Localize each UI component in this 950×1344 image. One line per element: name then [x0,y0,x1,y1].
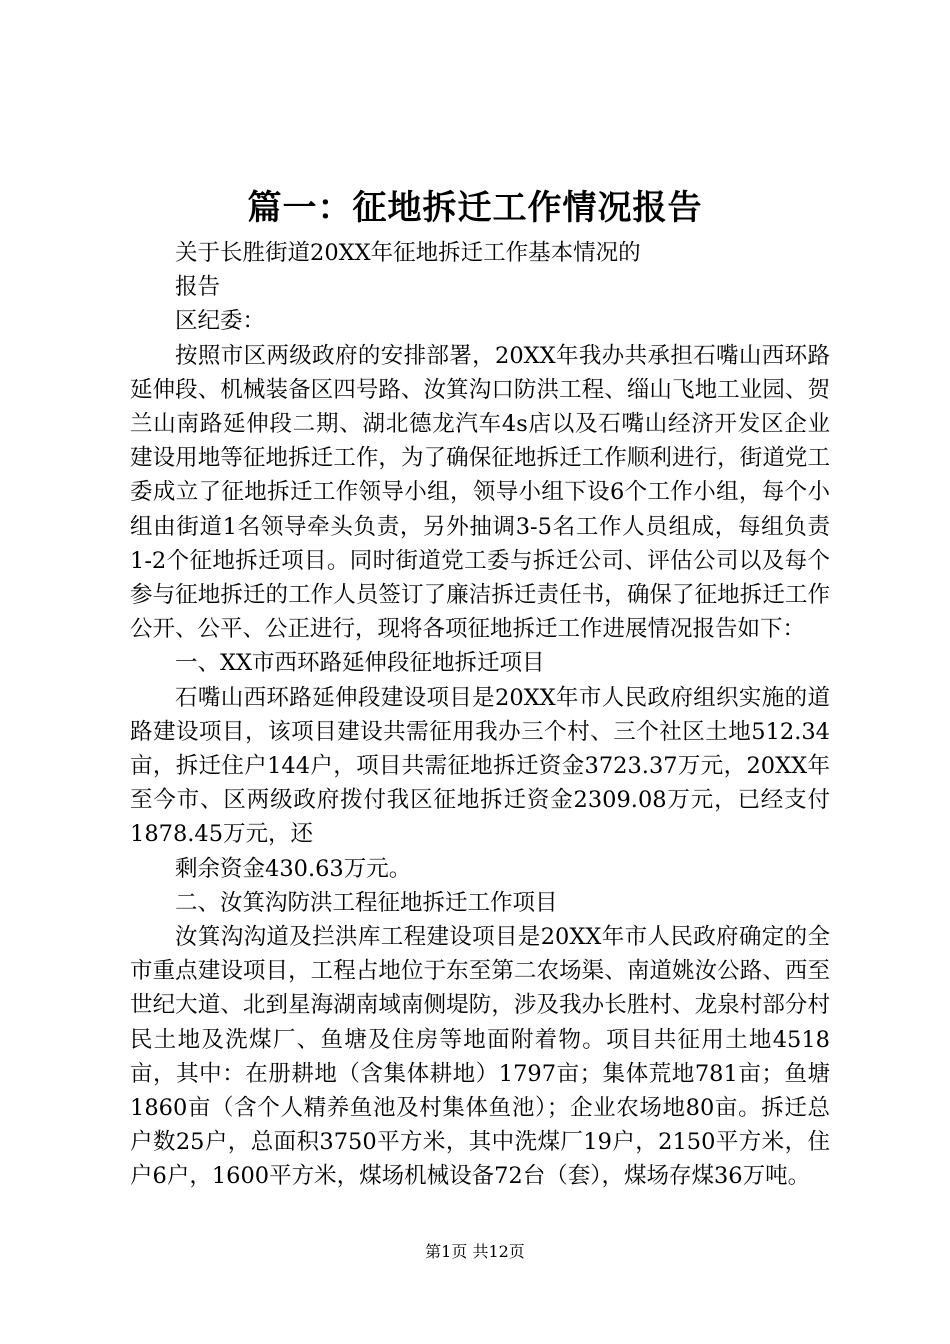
report-title-line: 报告 [175,274,221,301]
section-heading: 一、XX市西环路延伸段征地拆迁项目 [175,650,545,677]
paragraph: 石嘴山西环路延伸段建设项目是20XX年市人民政府组织实施的道路建设项目，该项目建设共需征用我办三个村、三个社区土地512.34亩，拆迁住户144户，项目共需征地拆迁资金3723.37万元，20XX年至今市、区两级政府拨付我区征地拆迁资金2309.08万元，已经支付1878.45万元，还 [130,684,830,848]
paragraph: 按照市区两级政府的安排部署，20XX年我办共承担石嘴山西环路延伸段、机械装备区四号路、汝箕沟口防洪工程、缁山飞地工业园、贺兰山南路延伸段二期、湖北德龙汽车4s店以及石嘴山经济开发区企业建设用地等征地拆迁工作，为了确保征地拆迁工作顺利进行，街道党工委成立了征地拆迁工作领导小组，领导小组下设6个工作小组，每个小组由街道1名领导牵头负责，另外抽调3-5名工作人员组成，每组负责1-2个征地拆迁项目。同时街道党工委与拆迁公司、评估公司以及每个参与征地拆迁的工作人员签订了廉洁拆迁责任书，确保了征地拆迁工作公开、公平、公正进行，现将各项征地拆迁工作进展情况报告如下： [130,342,830,643]
paragraph: 剩余资金430.63万元。 [175,855,412,882]
document-body [130,236,830,1194]
salutation: 区纪委： [175,308,266,335]
report-title-line: 关于长胜街道20XX年征地拆迁工作基本情况的 [175,240,641,266]
section-heading: 二、汝箕沟防洪工程征地拆迁工作项目 [175,889,558,916]
document-title: 篇一：征地拆迁工作情况报告 [247,188,703,228]
paragraph: 汝箕沟沟道及拦洪库工程建设项目是20XX年市人民政府确定的全市重点建设项目，工程占地位于东至第二农场渠、南道姚汝公路、西至世纪大道、北到星海湖南域南侧堤防，涉及我办长胜村、龙泉村部分村民土地及洗煤厂、鱼塘及住房等地面附着物。项目共征用土地4518亩，其中：在册耕地（含集体耕地）1797亩；集体荒地781亩；鱼塘1860亩（含个人精养鱼池及村集体鱼池）；企业农场地80亩。拆迁总户数25户，总面积3750平方米，其中洗煤厂19户，2150平方米，住户6户，1600平方米，煤场机械设备72台（套），煤场存煤36万吨。 [130,924,830,1190]
page-footer: 第1页 共12页 [425,1242,525,1261]
